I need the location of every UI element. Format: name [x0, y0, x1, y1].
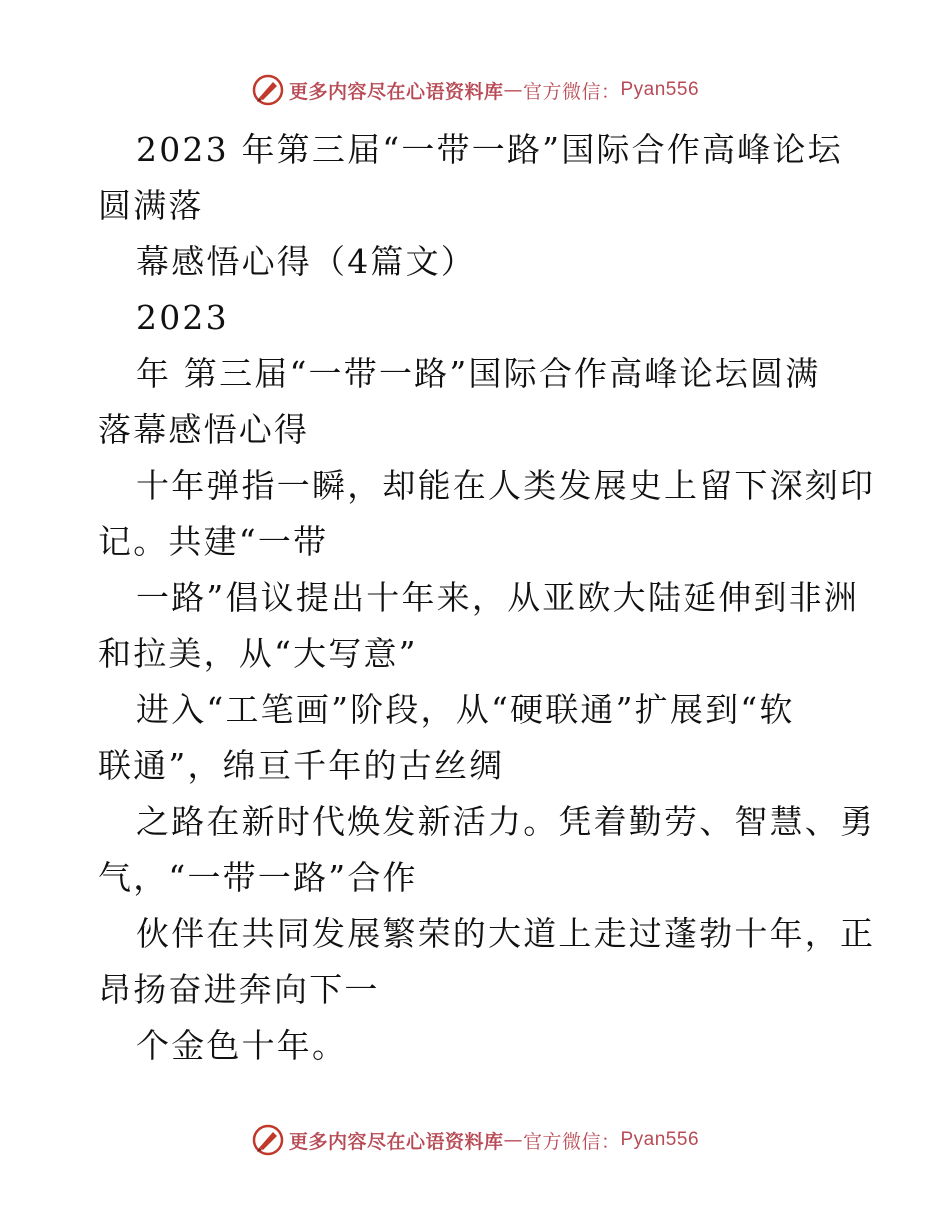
text-line: 进入“工笔画”阶段，从“硬联通”扩展到“软 — [136, 690, 795, 729]
footer-watermark — [0, 1120, 950, 1160]
text-line: 记。共建“一带 — [98, 522, 329, 561]
text-line: 个金色十年。 — [136, 1026, 348, 1065]
document-body — [98, 122, 876, 1074]
text-line: 2023 年第三届“一带一路”国际合作高峰论坛 — [136, 130, 843, 169]
watermark-wechat-id: Pyan556 — [620, 79, 700, 100]
watermark-wechat-label: 官方微信： — [522, 1130, 621, 1153]
text-line: 气，“一带一路”合作 — [98, 858, 418, 897]
text-line: 幕感悟心得（4篇文） — [136, 242, 476, 281]
text-line: 年 第三届“一带一路”国际合作高峰论坛圆满 — [136, 354, 821, 393]
pen-logo-icon — [251, 1123, 285, 1157]
text-line: 和拉美，从“大写意” — [98, 634, 418, 673]
watermark-wechat-label: 官方微信： — [522, 80, 621, 103]
text-line: 2023 — [136, 298, 229, 337]
text-line: 伙伴在共同发展繁荣的大道上走过蓬勃十年，正 — [136, 914, 876, 953]
text-line: 十年弹指一瞬，却能在人类发展史上留下深刻印 — [136, 466, 876, 505]
header-watermark — [0, 70, 950, 110]
text-line: 落幕感悟心得 — [98, 410, 310, 449]
watermark-main-text: 更多内容尽在心语资料库 — [288, 1130, 504, 1153]
text-line: 之路在新时代焕发新活力。凭着勤劳、智慧、勇 — [136, 802, 876, 841]
watermark-wechat-id: Pyan556 — [620, 1129, 700, 1150]
text-line: 圆满落 — [98, 186, 204, 225]
text-line: 昂扬奋进奔向下一 — [98, 970, 380, 1009]
text-line: 一路”倡议提出十年来，从亚欧大陆延伸到非洲 — [136, 578, 860, 617]
watermark-separator: — — [503, 79, 523, 101]
pen-logo-icon — [251, 73, 285, 107]
watermark-main-text: 更多内容尽在心语资料库 — [288, 80, 504, 103]
text-line: 联通”，绵亘千年的古丝绸 — [98, 746, 505, 785]
watermark-separator: — — [503, 1129, 523, 1151]
